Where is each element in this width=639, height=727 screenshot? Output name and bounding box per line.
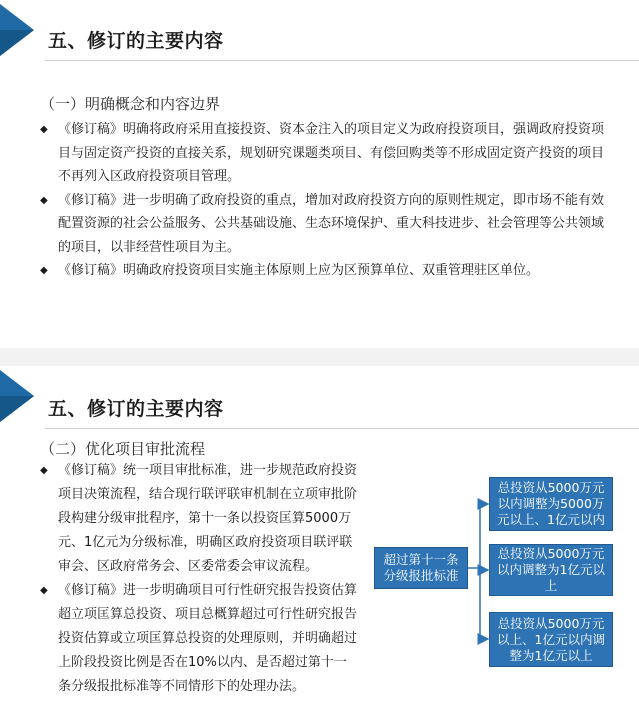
bullet-text: 《修订稿》明确将政府采用直接投资、资本金注入的项目定义为政府投资项目，强调政府投资项目与固定资产投资的直接关系，规划研究课题类项目、有偿回购类等不形成固定资产投资的项目不再列入区政府投资项目管理。 bbox=[58, 122, 605, 184]
chevron-logo-icon bbox=[0, 0, 40, 60]
diamond-bullet-icon: ◆ bbox=[40, 265, 48, 276]
slide-title: 五、修订的主要内容 bbox=[48, 398, 224, 420]
slide-separator bbox=[0, 348, 639, 366]
section-subtitle: （二）优化项目审批流程 bbox=[40, 440, 206, 458]
flow-box-branch-3: 总投资从5000万元以上、1亿元以内调整为1亿元以上 bbox=[489, 612, 613, 667]
slide-1 bbox=[0, 0, 639, 348]
bullet-text: 《修订稿》明确政府投资项目实施主体原则上应为区预算单位、双重管理驻区单位。 bbox=[58, 263, 540, 278]
diamond-bullet-icon: ◆ bbox=[40, 124, 48, 135]
slide-title: 五、修订的主要内容 bbox=[48, 30, 224, 52]
bullet-text: 《修订稿》统一项目审批标准，进一步规范政府投资项目决策流程，结合现行联评联审机制在立项审批阶段构建分级审批程序，第十一条以投资匡算5000万元、1亿元为分级标准，明确区政府投资项目联评联审会、区政府常务会、区委常委会审议流程。 bbox=[58, 463, 358, 574]
flow-box-branch-1: 总投资从5000万元以内调整为5000万元以上、1亿元以内 bbox=[489, 477, 613, 531]
diamond-bullet-icon: ◆ bbox=[40, 465, 48, 476]
flow-box-branch-2: 总投资从5000万元以内调整为1亿元以上 bbox=[489, 544, 613, 596]
diamond-bullet-icon: ◆ bbox=[40, 194, 48, 206]
diamond-bullet-icon: ◆ bbox=[40, 585, 48, 596]
bullet-list bbox=[40, 118, 612, 283]
bullet-item bbox=[40, 189, 612, 260]
bullet-text: 《修订稿》进一步明确项目可行性研究报告投资估算超立项匡算总投资、项目总概算超过可行性研究报告投资估算或立项匡算总投资的处理原则，并明确超过上阶段投资比例是否在10%以内、是否超过第十一条分级报批标准等不同情形下的处理办法。 bbox=[58, 583, 358, 694]
bullet-item bbox=[40, 118, 612, 189]
flow-box-main: 超过第十一条分级报批标准 bbox=[374, 547, 468, 589]
section-subtitle: （一）明确概念和内容边界 bbox=[40, 95, 221, 113]
bullet-item bbox=[40, 259, 612, 283]
slide-2 bbox=[0, 366, 639, 727]
title-divider bbox=[45, 60, 639, 61]
bullet-text: 《修订稿》进一步明确了政府投资的重点，增加对政府投资方向的原则性规定，即市场不能有效配置资源的社会公益服务、公共基础设施、生态环境保护、重大科技进步、社会管理等公共领域的项目，以非经营性项目为主。 bbox=[58, 192, 605, 255]
